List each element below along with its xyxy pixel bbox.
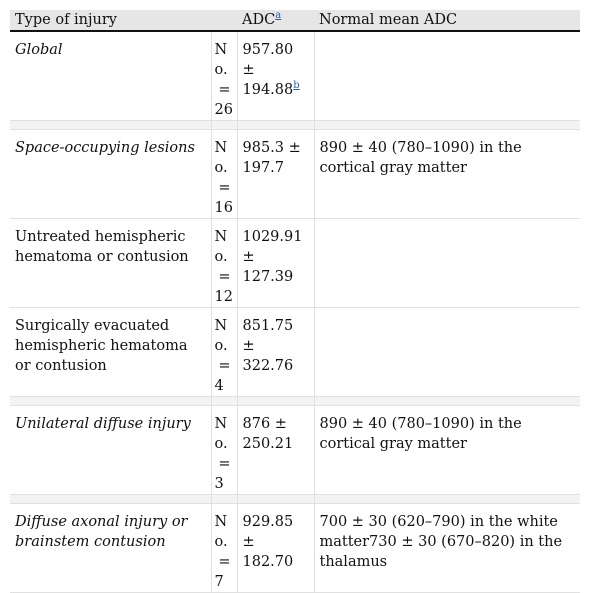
cell-n: No. = 3 — [211, 406, 237, 495]
row-separator — [10, 397, 580, 406]
cell-normal: 890 ± 40 (780–1090) in the cortical gray matter — [314, 406, 580, 495]
cell-normal — [314, 31, 580, 121]
table-row — [10, 504, 580, 593]
cell-type: Surgically evacuated hemispheric hematoma or contusion — [10, 308, 211, 397]
cell-adc: 851.75 ± 322.76 — [237, 308, 314, 397]
cell-type: Space-occupying lesions — [10, 130, 211, 219]
cell-type: Diffuse axonal injury or brainstem contusion — [10, 504, 211, 593]
cell-normal — [314, 308, 580, 397]
row-separator — [10, 121, 580, 130]
header-normal: Normal mean ADC — [314, 10, 580, 31]
cell-adc: 929.85 ± 182.70 — [237, 504, 314, 593]
table-row — [10, 31, 580, 121]
cell-n: No. = 7 — [211, 504, 237, 593]
row-separator — [10, 495, 580, 504]
header-n — [211, 10, 237, 31]
cell-n: No. = 12 — [211, 219, 237, 308]
footnote-a-link[interactable]: a — [275, 10, 282, 22]
cell-adc: 957.80 ± 194.88$^b$ — [237, 31, 314, 121]
cell-normal: 890 ± 40 (780–1090) in the cortical gray matter — [314, 130, 580, 219]
table-row — [10, 308, 580, 397]
table-row — [10, 219, 580, 308]
cell-n: No. = 26 — [211, 31, 237, 121]
cell-normal — [314, 219, 580, 308]
header-type: Type of injury — [10, 10, 211, 31]
cell-type: Untreated hemispheric hematoma or contusion — [10, 219, 211, 308]
table-header-row — [10, 10, 580, 31]
cell-n: No. = 16 — [211, 130, 237, 219]
table-row — [10, 406, 580, 495]
cell-type: Global — [10, 31, 211, 121]
adc-table — [10, 10, 580, 593]
cell-adc: 1029.91 ± 127.39 — [237, 219, 314, 308]
cell-normal: 700 ± 30 (620–790) in the white matter730 ± 30 (670–820) in the thalamus — [314, 504, 580, 593]
header-adc: ADC$^a$ — [237, 10, 314, 31]
footnote-b-link[interactable]: b — [293, 80, 300, 92]
cell-adc: 985.3 ± 197.7 — [237, 130, 314, 219]
cell-type: Unilateral diffuse injury — [10, 406, 211, 495]
cell-n: No. = 4 — [211, 308, 237, 397]
table-row — [10, 130, 580, 219]
cell-adc: 876 ± 250.21 — [237, 406, 314, 495]
